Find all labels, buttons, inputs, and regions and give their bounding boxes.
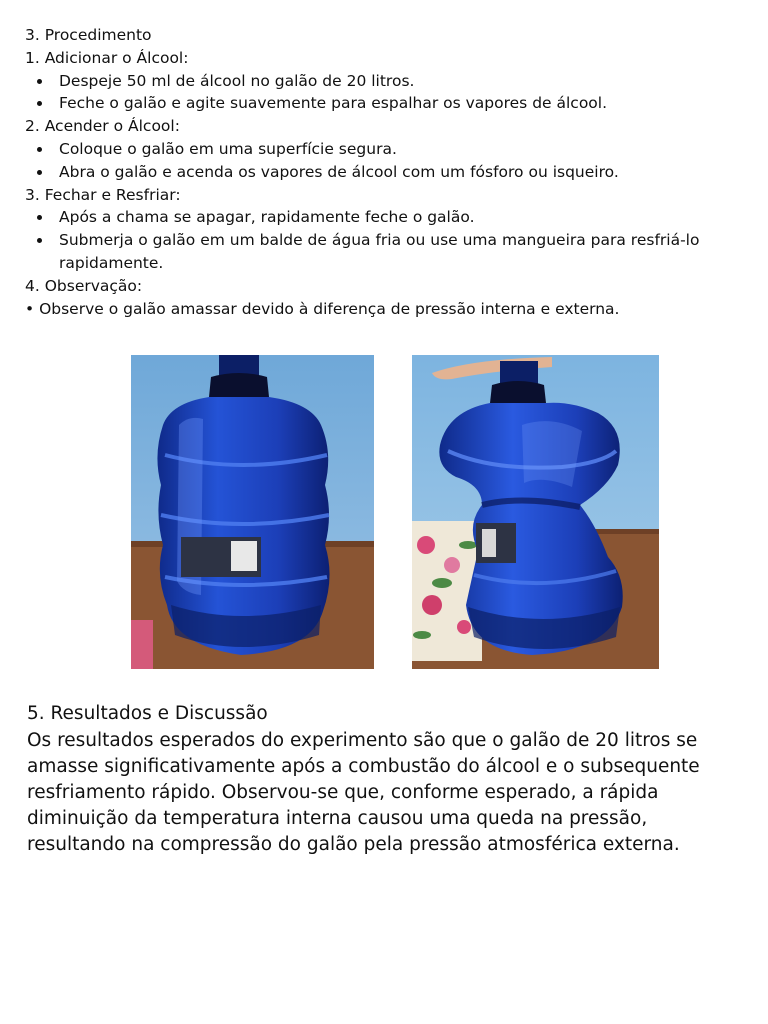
bullet-icon bbox=[37, 79, 42, 84]
photo-intact-jug bbox=[131, 355, 374, 669]
bullet-icon bbox=[37, 215, 42, 220]
step-1-title: 1. Adicionar o Álcool: bbox=[25, 48, 189, 67]
step-3-list bbox=[25, 206, 745, 274]
bullet-icon bbox=[37, 238, 42, 243]
list-item bbox=[25, 206, 745, 229]
step-2-title: 2. Acender o Álcool: bbox=[25, 117, 180, 136]
list-item-text: Coloque o galão em uma superfície segura. bbox=[59, 139, 397, 158]
bullet-icon bbox=[37, 101, 42, 106]
list-item bbox=[25, 161, 745, 184]
bullet-icon bbox=[37, 170, 42, 175]
step-2-list bbox=[25, 138, 745, 184]
fabric-corner bbox=[131, 620, 153, 669]
procedure-heading: 3. Procedimento bbox=[25, 26, 152, 44]
intact-jug-illustration bbox=[131, 355, 374, 669]
step-3-title: 3. Fechar e Resfriar: bbox=[25, 185, 181, 204]
results-body: Os resultados esperados do experimento são que o galão de 20 litros se amasse significativamente após a combustão do álcool e o subsequente resfriamento rápido. Observou-se que, conforme esperado, a rápida diminuição da temperatura interna causou uma queda na pressão, resultando na compressão do galão pela pressão atmosférica externa. bbox=[27, 730, 700, 855]
list-item-text: Submerja o galão em um balde de água fria ou use uma mangueira para resfriá-lo rapidamente. bbox=[59, 231, 700, 272]
bullet-icon bbox=[37, 147, 42, 152]
list-item-text: Após a chama se apagar, rapidamente feche o galão. bbox=[59, 208, 475, 227]
results-section bbox=[27, 702, 727, 858]
step-4-title: 4. Observação: bbox=[25, 276, 143, 295]
list-item bbox=[25, 138, 745, 161]
step-4-note: • Observe o galão amassar devido à diferença de pressão interna e externa. bbox=[25, 299, 620, 318]
list-item bbox=[25, 229, 745, 275]
photo-crushed-jug bbox=[412, 355, 659, 669]
list-item-text: Feche o galão e agite suavemente para espalhar os vapores de álcool. bbox=[59, 94, 608, 113]
list-item bbox=[25, 92, 745, 115]
list-item bbox=[25, 70, 745, 93]
step-1-list bbox=[25, 70, 745, 116]
list-item-text: Abra o galão e acenda os vapores de álcool com um fósforo ou isqueiro. bbox=[59, 162, 619, 181]
list-item-text: Despeje 50 ml de álcool no galão de 20 litros. bbox=[59, 71, 415, 90]
crushed-jug-illustration bbox=[412, 355, 659, 669]
results-heading: 5. Resultados e Discussão bbox=[27, 703, 268, 724]
procedure-section bbox=[25, 24, 745, 320]
